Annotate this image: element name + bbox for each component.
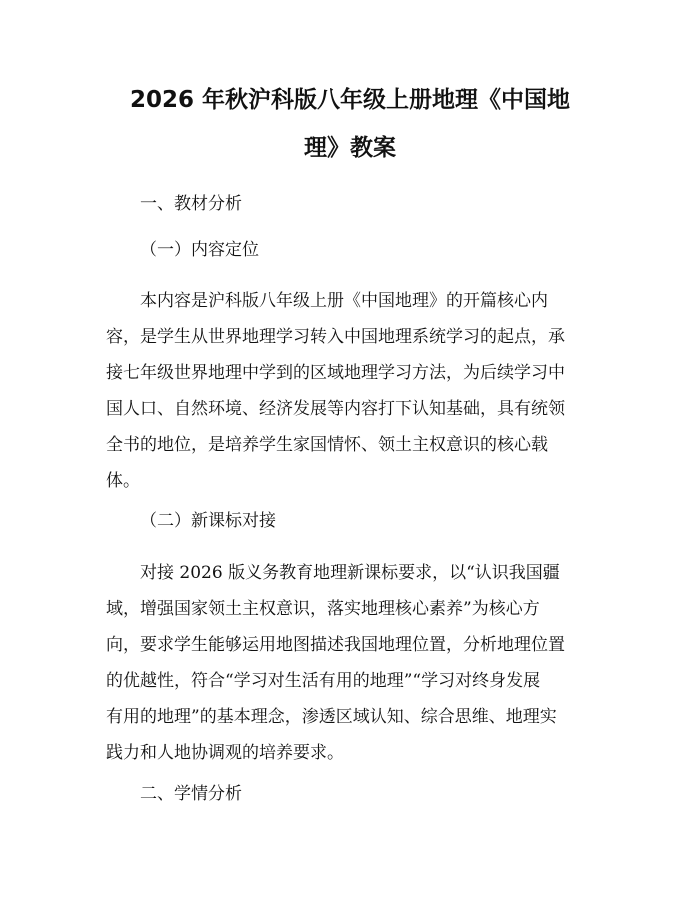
paragraph-line: 向，要求学生能够运用地图描述我国地理位置，分析地理位置 [106, 635, 565, 655]
document-title-line-1: 2026 年秋沪科版八年级上册地理《中国地 [129, 87, 571, 113]
paragraph-line: 容，是学生从世界地理学习转入中国地理系统学习的起点，承 [106, 327, 565, 347]
paragraph-line: 全书的地位，是培养学生家国情怀、领土主权意识的核心载 [106, 435, 548, 455]
subsection-heading-content-positioning: （一）内容定位 [140, 240, 259, 260]
paragraph-line: 体。 [106, 471, 140, 491]
document-title-line-2: 理》教案 [304, 135, 396, 161]
paragraph-line: 接七年级世界地理中学到的区域地理学习方法，为后续学习中 [106, 363, 565, 383]
paragraph-line: 国人口、自然环境、经济发展等内容打下认知基础，具有统领 [106, 399, 565, 419]
section-heading-student-analysis: 二、学情分析 [140, 784, 242, 804]
paragraph-line: 对接 2026 版义务教育地理新课标要求，以“认识我国疆 [140, 563, 560, 583]
paragraph-line: 的优越性，符合“学习对生活有用的地理”“学习对终身发展 [106, 671, 541, 691]
paragraph-line: 域，增强国家领土主权意识，落实地理核心素养”为核心方 [106, 599, 540, 619]
paragraph-line: 有用的地理”的基本理念，渗透区域认知、综合思维、地理实 [106, 707, 557, 727]
paragraph-line: 本内容是沪科版八年级上册《中国地理》的开篇核心内 [140, 291, 548, 311]
paragraph-curriculum-standards [106, 555, 596, 771]
subsection-heading-curriculum-standards: （二）新课标对接 [140, 511, 276, 531]
paragraph-content-positioning [106, 283, 596, 499]
section-heading-textbook-analysis: 一、教材分析 [140, 194, 242, 214]
paragraph-line: 践力和人地协调观的培养要求。 [106, 743, 344, 763]
